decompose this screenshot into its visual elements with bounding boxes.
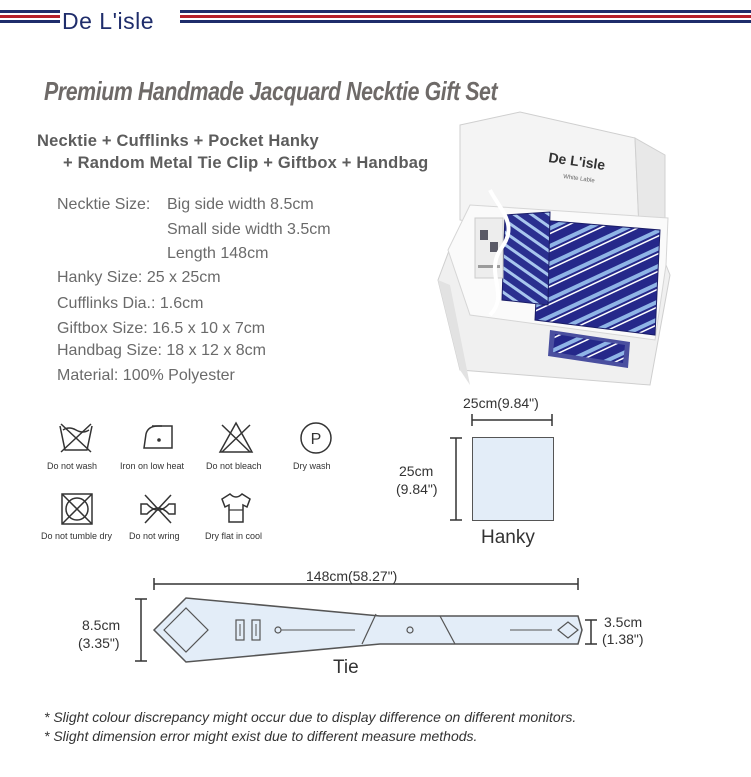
do-not-bleach-icon — [217, 420, 255, 456]
tie-length-arrow — [150, 576, 582, 592]
contents-line-1: Necktie + Cufflinks + Pocket Hanky — [37, 132, 319, 150]
label-dry-flat: Dry flat in cool — [205, 531, 263, 541]
do-not-tumble-dry-icon — [60, 492, 94, 526]
box-subtitle: White Lable — [562, 174, 595, 185]
page-title: Premium Handmade Jacquard Necktie Gift Set — [44, 76, 498, 106]
tie-narrow-cm: 3.5cm — [604, 614, 643, 630]
label-dry-wash: Dry wash — [293, 461, 331, 471]
hanky-height-in: (9.84") — [396, 481, 438, 497]
spec-giftbox: Giftbox Size: 16.5 x 10 x 7cm — [57, 320, 266, 337]
hanky-width-arrow — [462, 412, 562, 428]
dry-flat-shirt-icon — [218, 490, 254, 526]
label-do-not-tumble-dry: Do not tumble dry — [41, 531, 113, 541]
tie-narrow-in: (1.38") — [602, 631, 644, 647]
tie-label: Tie — [333, 657, 359, 678]
note-dimension: * Slight dimension error might exist due to different measure methods. — [44, 728, 478, 744]
label-do-not-wash: Do not wash — [47, 461, 98, 471]
tie-outline — [150, 594, 585, 666]
spec-necktie-big: Big side width 8.5cm — [167, 196, 314, 213]
spec-necktie-small: Small side width 3.5cm — [167, 221, 331, 238]
dry-wash-letter: P — [310, 431, 322, 448]
tie-narrow-arrow — [583, 618, 599, 646]
label-iron-low-heat: Iron on low heat — [120, 461, 185, 471]
spec-necktie-length: Length 148cm — [167, 245, 269, 262]
spec-necktie-label: Necktie Size: — [57, 196, 151, 213]
header-stripes-left — [0, 10, 60, 34]
header-stripes-right — [180, 10, 751, 34]
giftbox-image — [430, 100, 750, 390]
hanky-height-cm: 25cm — [399, 463, 434, 479]
do-not-wring-icon — [139, 492, 177, 526]
tie-wide-in: (3.35") — [78, 635, 120, 651]
tie-wide-arrow — [133, 597, 149, 663]
do-not-wash-icon — [57, 420, 95, 456]
label-do-not-wring: Do not wring — [129, 531, 180, 541]
hanky-height-arrow — [448, 436, 464, 522]
hanky-shape — [472, 437, 554, 521]
label-do-not-bleach: Do not bleach — [206, 461, 262, 471]
tie-wide-cm: 8.5cm — [82, 617, 121, 633]
dry-wash-icon — [298, 420, 334, 456]
hanky-width-label: 25cm(9.84") — [463, 395, 539, 411]
brand-logo: De L'isle — [62, 8, 154, 34]
spec-handbag: Handbag Size: 18 x 12 x 8cm — [57, 342, 267, 359]
hanky-label: Hanky — [481, 527, 535, 548]
spec-cufflinks: Cufflinks Dia.: 1.6cm — [57, 295, 204, 312]
box-brand: De L'isle — [547, 149, 607, 173]
tie-length-label: 148cm(58.27") — [306, 568, 398, 584]
spec-material: Material: 100% Polyester — [57, 367, 235, 384]
contents-line-2: + Random Metal Tie Clip + Giftbox + Handbag — [63, 154, 429, 172]
spec-hanky: Hanky Size: 25 x 25cm — [57, 269, 221, 286]
note-colour: * Slight colour discrepancy might occur due to display difference on different monitors. — [44, 709, 577, 725]
iron-low-heat-icon — [138, 422, 176, 454]
